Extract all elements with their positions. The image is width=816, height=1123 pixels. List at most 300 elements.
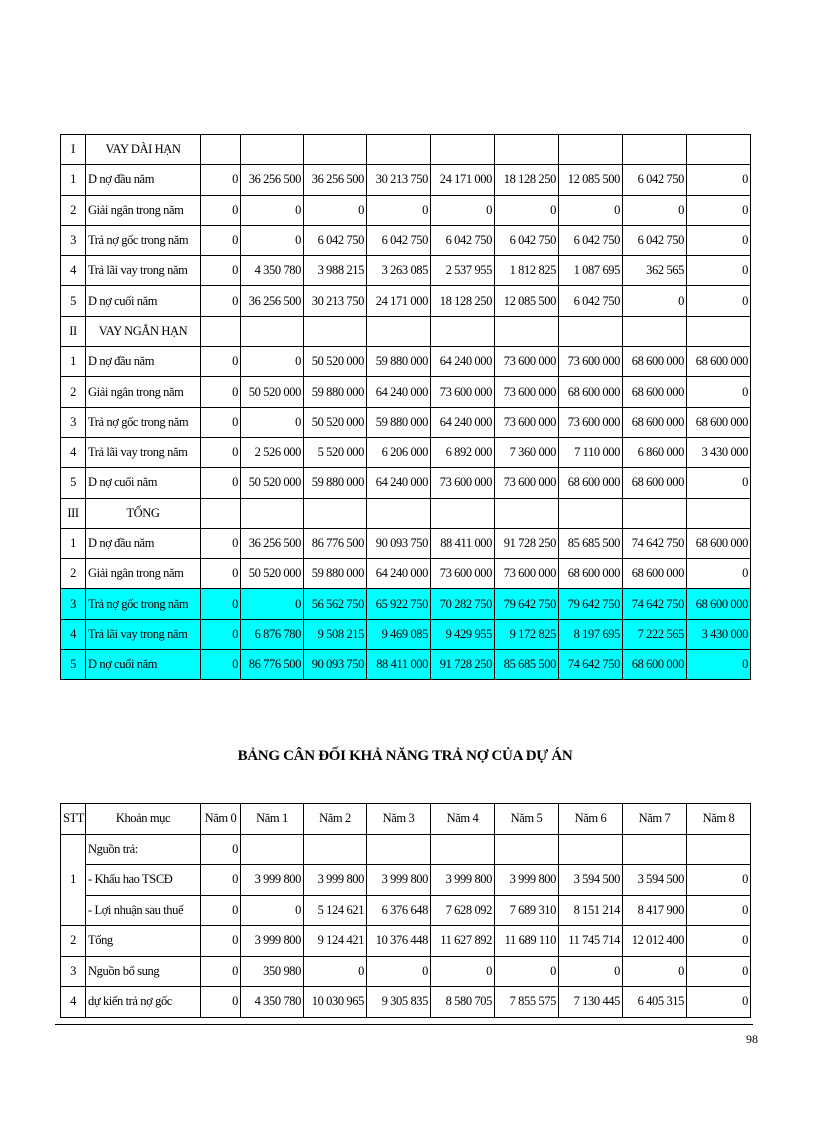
section-numeral: III (61, 498, 86, 528)
value-cell: 68 600 000 (623, 468, 687, 498)
value-cell: 0 (687, 286, 751, 316)
value-cell: 0 (201, 895, 241, 926)
row-label: D nợ đầu năm (86, 347, 201, 377)
value-cell: 91 728 250 (495, 528, 559, 558)
value-cell: 0 (201, 347, 241, 377)
value-cell: 7 110 000 (559, 437, 623, 467)
empty-cell (687, 316, 751, 346)
table-row (61, 407, 751, 437)
empty-cell (495, 135, 559, 165)
value-cell: 0 (687, 987, 751, 1018)
empty-cell (241, 316, 304, 346)
value-cell: 0 (201, 407, 241, 437)
row-label: Nguồn bổ sung (86, 956, 201, 987)
value-cell (304, 834, 367, 865)
value-cell: 8 580 705 (431, 987, 495, 1018)
row-number: 2 (61, 377, 86, 407)
section-header-row (61, 498, 751, 528)
value-cell: 0 (201, 650, 241, 680)
value-cell: 7 360 000 (495, 437, 559, 467)
value-cell: 0 (241, 407, 304, 437)
value-cell: 0 (431, 956, 495, 987)
empty-cell (367, 135, 431, 165)
value-cell: 0 (201, 559, 241, 589)
value-cell: 8 417 900 (623, 895, 687, 926)
empty-cell (241, 135, 304, 165)
value-cell: 88 411 000 (367, 650, 431, 680)
table-row (61, 865, 751, 896)
empty-cell (623, 135, 687, 165)
value-cell: 12 085 500 (495, 286, 559, 316)
value-cell: 0 (201, 865, 241, 896)
value-cell (367, 834, 431, 865)
value-cell: 1 087 695 (559, 256, 623, 286)
section-numeral: I (61, 135, 86, 165)
value-cell: 85 685 500 (559, 528, 623, 558)
value-cell: 9 305 835 (367, 987, 431, 1018)
value-cell: 50 520 000 (241, 377, 304, 407)
value-cell: 30 213 750 (304, 286, 367, 316)
row-label: dự kiến trả nợ gốc (86, 987, 201, 1018)
value-cell: 59 880 000 (304, 377, 367, 407)
value-cell: 4 350 780 (241, 256, 304, 286)
value-cell: 0 (201, 256, 241, 286)
value-cell: 59 880 000 (367, 347, 431, 377)
value-cell: 18 128 250 (431, 286, 495, 316)
value-cell: 24 171 000 (367, 286, 431, 316)
row-label: Trả lãi vay trong năm (86, 619, 201, 649)
value-cell: 0 (623, 286, 687, 316)
value-cell: 0 (687, 165, 751, 195)
value-cell: 0 (241, 895, 304, 926)
value-cell: 0 (241, 589, 304, 619)
value-cell: 2 526 000 (241, 437, 304, 467)
row-label: Trả nợ gốc trong năm (86, 225, 201, 255)
row-number: 3 (61, 589, 86, 619)
value-cell: 3 999 800 (431, 865, 495, 896)
column-header: STT (61, 804, 86, 835)
value-cell: 30 213 750 (367, 165, 431, 195)
table-row (61, 468, 751, 498)
value-cell: 6 042 750 (495, 225, 559, 255)
empty-cell (495, 316, 559, 346)
empty-cell (559, 316, 623, 346)
value-cell: 0 (304, 195, 367, 225)
value-cell: 24 171 000 (431, 165, 495, 195)
value-cell: 50 520 000 (304, 407, 367, 437)
value-cell: 73 600 000 (495, 377, 559, 407)
table-row (61, 987, 751, 1018)
column-header: Năm 8 (687, 804, 751, 835)
value-cell: 6 876 780 (241, 619, 304, 649)
value-cell: 0 (201, 165, 241, 195)
section-numeral: II (61, 316, 86, 346)
empty-cell (304, 135, 367, 165)
empty-cell (201, 135, 241, 165)
table-row (61, 256, 751, 286)
value-cell: 6 042 750 (559, 225, 623, 255)
row-number: 5 (61, 468, 86, 498)
value-cell: 0 (304, 956, 367, 987)
value-cell: 68 600 000 (623, 407, 687, 437)
value-cell: 59 880 000 (367, 407, 431, 437)
value-cell: 0 (687, 895, 751, 926)
row-number: 4 (61, 619, 86, 649)
value-cell: 64 240 000 (367, 377, 431, 407)
value-cell: 3 594 500 (623, 865, 687, 896)
empty-cell (495, 498, 559, 528)
value-cell: 11 689 110 (495, 926, 559, 957)
value-cell: 36 256 500 (241, 528, 304, 558)
value-cell: 11 745 714 (559, 926, 623, 957)
footer-rule (55, 1024, 753, 1025)
value-cell: 0 (201, 834, 241, 865)
value-cell: 36 256 500 (241, 286, 304, 316)
value-cell: 0 (201, 377, 241, 407)
table-row (61, 559, 751, 589)
value-cell: 3 594 500 (559, 865, 623, 896)
empty-cell (687, 498, 751, 528)
value-cell: 65 922 750 (367, 589, 431, 619)
value-cell: 362 565 (623, 256, 687, 286)
row-number: 1 (61, 165, 86, 195)
row-label: Trả nợ gốc trong năm (86, 589, 201, 619)
value-cell: 68 600 000 (687, 589, 751, 619)
value-cell: 68 600 000 (687, 347, 751, 377)
table-row (61, 286, 751, 316)
column-header: Năm 2 (304, 804, 367, 835)
value-cell: 0 (201, 956, 241, 987)
value-cell: 6 042 750 (623, 165, 687, 195)
table-row (61, 195, 751, 225)
empty-cell (367, 316, 431, 346)
column-header: Khoản mục (86, 804, 201, 835)
value-cell: 79 642 750 (495, 589, 559, 619)
value-cell: 73 600 000 (431, 377, 495, 407)
column-header: Năm 5 (495, 804, 559, 835)
row-label: D nợ cuối năm (86, 468, 201, 498)
value-cell: 90 093 750 (367, 528, 431, 558)
value-cell: 64 240 000 (431, 407, 495, 437)
row-label: Giải ngân trong năm (86, 559, 201, 589)
row-label: D nợ cuối năm (86, 650, 201, 680)
value-cell: 0 (687, 377, 751, 407)
value-cell: 3 999 800 (304, 865, 367, 896)
value-cell: 68 600 000 (623, 650, 687, 680)
value-cell: 70 282 750 (431, 589, 495, 619)
value-cell: 0 (367, 195, 431, 225)
value-cell: 0 (201, 195, 241, 225)
value-cell: 6 206 000 (367, 437, 431, 467)
value-cell: 0 (559, 956, 623, 987)
value-cell: 5 124 621 (304, 895, 367, 926)
debt-balance-body (61, 804, 751, 1018)
table-row (61, 650, 751, 680)
empty-cell (431, 135, 495, 165)
page-number: 98 (746, 1032, 758, 1046)
value-cell: 85 685 500 (495, 650, 559, 680)
value-cell: 11 627 892 (431, 926, 495, 957)
row-label: Trả nợ gốc trong năm (86, 407, 201, 437)
empty-cell (201, 498, 241, 528)
value-cell: 74 642 750 (559, 650, 623, 680)
value-cell: 8 151 214 (559, 895, 623, 926)
row-label: Giải ngân trong năm (86, 195, 201, 225)
row-label: D nợ đầu năm (86, 528, 201, 558)
value-cell: 10 376 448 (367, 926, 431, 957)
section-title: TỔNG (86, 498, 201, 528)
column-header: Năm 6 (559, 804, 623, 835)
table-row (61, 895, 751, 926)
value-cell: 56 562 750 (304, 589, 367, 619)
value-cell (687, 834, 751, 865)
column-header: Năm 0 (201, 804, 241, 835)
column-header: Năm 7 (623, 804, 687, 835)
value-cell: 3 263 085 (367, 256, 431, 286)
table-row (61, 377, 751, 407)
table-row (61, 926, 751, 957)
value-cell: 0 (687, 865, 751, 896)
empty-cell (431, 498, 495, 528)
value-cell: 68 600 000 (687, 407, 751, 437)
value-cell: 73 600 000 (495, 407, 559, 437)
value-cell: 3 999 800 (241, 926, 304, 957)
value-cell: 0 (687, 956, 751, 987)
row-label: Nguồn trả: (86, 834, 201, 865)
table-row (61, 956, 751, 987)
table-row (61, 437, 751, 467)
row-number: 3 (61, 225, 86, 255)
row-label: - Khấu hao TSCĐ (86, 865, 201, 896)
table-row (61, 589, 751, 619)
value-cell: 0 (623, 956, 687, 987)
table-row (61, 225, 751, 255)
empty-cell (241, 498, 304, 528)
row-number: 5 (61, 650, 86, 680)
value-cell: 59 880 000 (304, 559, 367, 589)
value-cell: 9 508 215 (304, 619, 367, 649)
section-title: VAY DÀI HẠN (86, 135, 201, 165)
value-cell: 73 600 000 (495, 347, 559, 377)
loan-schedule-body (61, 135, 751, 680)
debt-balance-table (60, 803, 751, 1018)
value-cell (495, 834, 559, 865)
value-cell: 0 (687, 650, 751, 680)
value-cell (559, 834, 623, 865)
row-number: 1 (61, 834, 86, 926)
value-cell: 88 411 000 (431, 528, 495, 558)
row-label: Tổng (86, 926, 201, 957)
value-cell: 0 (201, 286, 241, 316)
value-cell: 0 (201, 589, 241, 619)
value-cell: 68 600 000 (623, 377, 687, 407)
value-cell: 50 520 000 (241, 559, 304, 589)
value-cell: 7 628 092 (431, 895, 495, 926)
value-cell: 0 (495, 956, 559, 987)
value-cell: 6 405 315 (623, 987, 687, 1018)
value-cell: 50 520 000 (304, 347, 367, 377)
value-cell: 73 600 000 (495, 559, 559, 589)
row-number: 3 (61, 956, 86, 987)
value-cell: 3 999 800 (495, 865, 559, 896)
empty-cell (559, 498, 623, 528)
value-cell: 6 042 750 (623, 225, 687, 255)
row-number: 5 (61, 286, 86, 316)
value-cell: 68 600 000 (623, 559, 687, 589)
value-cell: 6 042 750 (367, 225, 431, 255)
row-label: Trả lãi vay trong năm (86, 256, 201, 286)
value-cell: 6 042 750 (304, 225, 367, 255)
value-cell: 68 600 000 (559, 559, 623, 589)
loan-schedule-table (60, 134, 751, 680)
value-cell: 0 (687, 195, 751, 225)
value-cell: 0 (241, 347, 304, 377)
row-label: Giải ngân trong năm (86, 377, 201, 407)
header-row (61, 804, 751, 835)
value-cell: 6 376 648 (367, 895, 431, 926)
value-cell: 6 042 750 (431, 225, 495, 255)
value-cell: 7 855 575 (495, 987, 559, 1018)
empty-cell (201, 316, 241, 346)
value-cell: 64 240 000 (367, 559, 431, 589)
empty-cell (431, 316, 495, 346)
value-cell: 0 (201, 528, 241, 558)
value-cell: 7 689 310 (495, 895, 559, 926)
value-cell: 86 776 500 (304, 528, 367, 558)
value-cell: 0 (367, 956, 431, 987)
value-cell: 79 642 750 (559, 589, 623, 619)
value-cell: 1 812 825 (495, 256, 559, 286)
value-cell: 86 776 500 (241, 650, 304, 680)
row-number: 4 (61, 256, 86, 286)
value-cell: 0 (559, 195, 623, 225)
value-cell: 0 (241, 195, 304, 225)
value-cell: 68 600 000 (559, 377, 623, 407)
value-cell: 5 520 000 (304, 437, 367, 467)
value-cell (623, 834, 687, 865)
value-cell: 73 600 000 (495, 468, 559, 498)
value-cell: 3 988 215 (304, 256, 367, 286)
table-row (61, 619, 751, 649)
empty-cell (367, 498, 431, 528)
value-cell: 12 085 500 (559, 165, 623, 195)
row-label: - Lợi nhuận sau thuế (86, 895, 201, 926)
table-row (61, 834, 751, 865)
table-row (61, 528, 751, 558)
value-cell: 73 600 000 (431, 559, 495, 589)
value-cell: 73 600 000 (431, 468, 495, 498)
value-cell: 0 (201, 926, 241, 957)
value-cell: 9 469 085 (367, 619, 431, 649)
column-header: Năm 1 (241, 804, 304, 835)
value-cell: 74 642 750 (623, 528, 687, 558)
column-header: Năm 3 (367, 804, 431, 835)
value-cell: 9 429 955 (431, 619, 495, 649)
value-cell: 2 537 955 (431, 256, 495, 286)
value-cell: 0 (201, 468, 241, 498)
value-cell: 8 197 695 (559, 619, 623, 649)
value-cell (241, 834, 304, 865)
value-cell: 3 430 000 (687, 619, 751, 649)
value-cell: 36 256 500 (241, 165, 304, 195)
row-label: D nợ đầu năm (86, 165, 201, 195)
value-cell: 74 642 750 (623, 589, 687, 619)
value-cell: 7 222 565 (623, 619, 687, 649)
value-cell: 0 (687, 468, 751, 498)
value-cell: 68 600 000 (623, 347, 687, 377)
empty-cell (623, 498, 687, 528)
row-number: 4 (61, 987, 86, 1018)
value-cell: 0 (431, 195, 495, 225)
row-number: 2 (61, 195, 86, 225)
value-cell: 0 (687, 225, 751, 255)
value-cell: 91 728 250 (431, 650, 495, 680)
row-label: D nợ cuối năm (86, 286, 201, 316)
value-cell: 6 860 000 (623, 437, 687, 467)
value-cell: 90 093 750 (304, 650, 367, 680)
value-cell: 4 350 780 (241, 987, 304, 1018)
empty-cell (304, 316, 367, 346)
value-cell: 0 (201, 225, 241, 255)
value-cell: 68 600 000 (687, 528, 751, 558)
value-cell: 0 (687, 926, 751, 957)
value-cell: 73 600 000 (559, 347, 623, 377)
value-cell: 64 240 000 (367, 468, 431, 498)
value-cell: 9 124 421 (304, 926, 367, 957)
value-cell: 3 999 800 (367, 865, 431, 896)
section-header-row (61, 316, 751, 346)
empty-cell (559, 135, 623, 165)
value-cell: 6 892 000 (431, 437, 495, 467)
value-cell: 73 600 000 (559, 407, 623, 437)
value-cell: 350 980 (241, 956, 304, 987)
value-cell: 18 128 250 (495, 165, 559, 195)
value-cell: 3 430 000 (687, 437, 751, 467)
empty-cell (304, 498, 367, 528)
row-number: 2 (61, 926, 86, 957)
row-number: 1 (61, 528, 86, 558)
section-header-row (61, 135, 751, 165)
value-cell: 68 600 000 (559, 468, 623, 498)
row-number: 2 (61, 559, 86, 589)
value-cell: 0 (241, 225, 304, 255)
value-cell: 0 (687, 559, 751, 589)
table-row (61, 347, 751, 377)
value-cell: 3 999 800 (241, 865, 304, 896)
empty-cell (623, 316, 687, 346)
value-cell: 64 240 000 (431, 347, 495, 377)
value-cell: 0 (687, 256, 751, 286)
column-header: Năm 4 (431, 804, 495, 835)
row-label: Trả lãi vay trong năm (86, 437, 201, 467)
empty-cell (687, 135, 751, 165)
value-cell: 36 256 500 (304, 165, 367, 195)
value-cell: 0 (623, 195, 687, 225)
table-row (61, 165, 751, 195)
section-title: VAY NGẮN HẠN (86, 316, 201, 346)
value-cell: 0 (201, 987, 241, 1018)
row-number: 3 (61, 407, 86, 437)
value-cell: 7 130 445 (559, 987, 623, 1018)
value-cell: 59 880 000 (304, 468, 367, 498)
value-cell: 10 030 965 (304, 987, 367, 1018)
value-cell: 9 172 825 (495, 619, 559, 649)
balance-table-title: BẢNG CÂN ĐỐI KHẢ NĂNG TRẢ NỢ CỦA DỰ ÁN (237, 748, 573, 764)
value-cell: 0 (495, 195, 559, 225)
value-cell: 0 (201, 619, 241, 649)
value-cell: 0 (201, 437, 241, 467)
value-cell: 50 520 000 (241, 468, 304, 498)
